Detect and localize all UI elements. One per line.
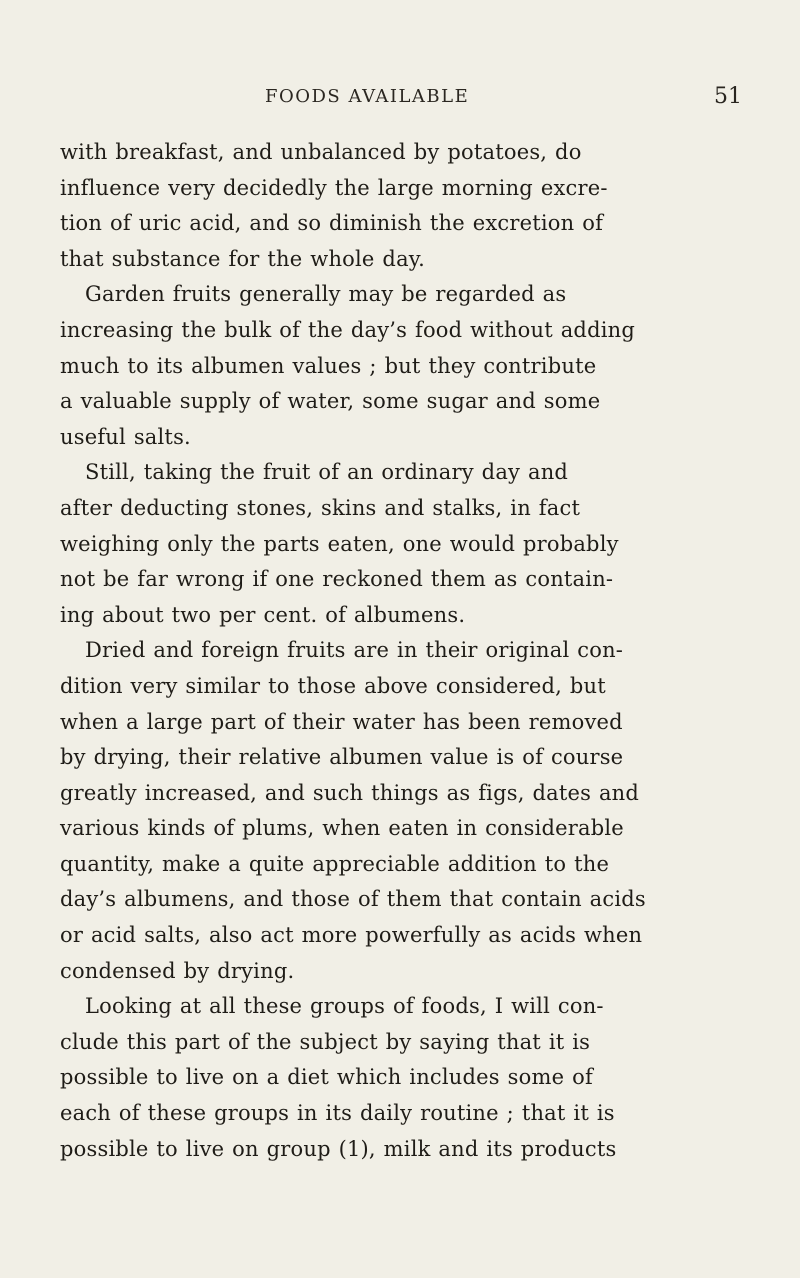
text-line: various kinds of plums, when eaten in considerable [60,816,624,841]
text-line: dition very similar to those above considered, but [60,673,606,698]
text-line: useful salts. [60,424,191,449]
running-title: FOODS AVAILABLE [265,86,470,107]
text-line: increasing the bulk of the day’s food without adding [60,317,635,342]
running-head [60,86,744,116]
body-text [60,135,700,1167]
text-line: a valuable supply of water, some sugar and some [60,389,601,414]
paragraph-start-line: Still, taking the fruit of an ordinary day and [85,460,569,485]
text-line: each of these groups in its daily routine ; that it is [60,1101,615,1126]
text-line: by drying, their relative albumen value is of course [60,745,624,770]
paragraph-start-line: Garden fruits generally may be regarded as [85,282,567,307]
text-line: possible to live on a diet which includes some of [60,1065,593,1090]
text-line: quantity, make a quite appreciable addition to the [60,851,610,876]
text-line: after deducting stones, skins and stalks, in fact [60,495,581,520]
paragraph-start-line: Dried and foreign fruits are in their original con- [85,638,624,663]
page-number: 51 [714,84,742,109]
text-line: influence very decidedly the large morning excre- [60,175,608,200]
text-line: not be far wrong if one reckoned them as contain- [60,567,614,592]
text-line: or acid salts, also act more powerfully as acids when [60,923,643,948]
text-line: weighing only the parts eaten, one would probably [60,531,619,556]
paragraph-start-line: Looking at all these groups of foods, I will con- [85,994,604,1019]
text-line: with breakfast, and unbalanced by potatoes, do [60,140,582,164]
text-line: ing about two per cent. of albumens. [60,602,466,627]
text-line: possible to live on group (1), milk and its products [60,1136,617,1161]
text-line: that substance for the whole day. [60,246,425,271]
text-line: condensed by drying. [60,958,295,983]
text-line: clude this part of the subject by saying that it is [60,1029,591,1054]
text-line: day’s albumens, and those of them that contain acids [60,887,646,912]
text-line: greatly increased, and such things as figs, dates and [60,780,640,805]
text-line: tion of uric acid, and so diminish the excretion of [60,211,604,236]
text-line: much to its albumen values ; but they contribute [60,353,597,378]
text-line: when a large part of their water has been removed [60,709,623,734]
